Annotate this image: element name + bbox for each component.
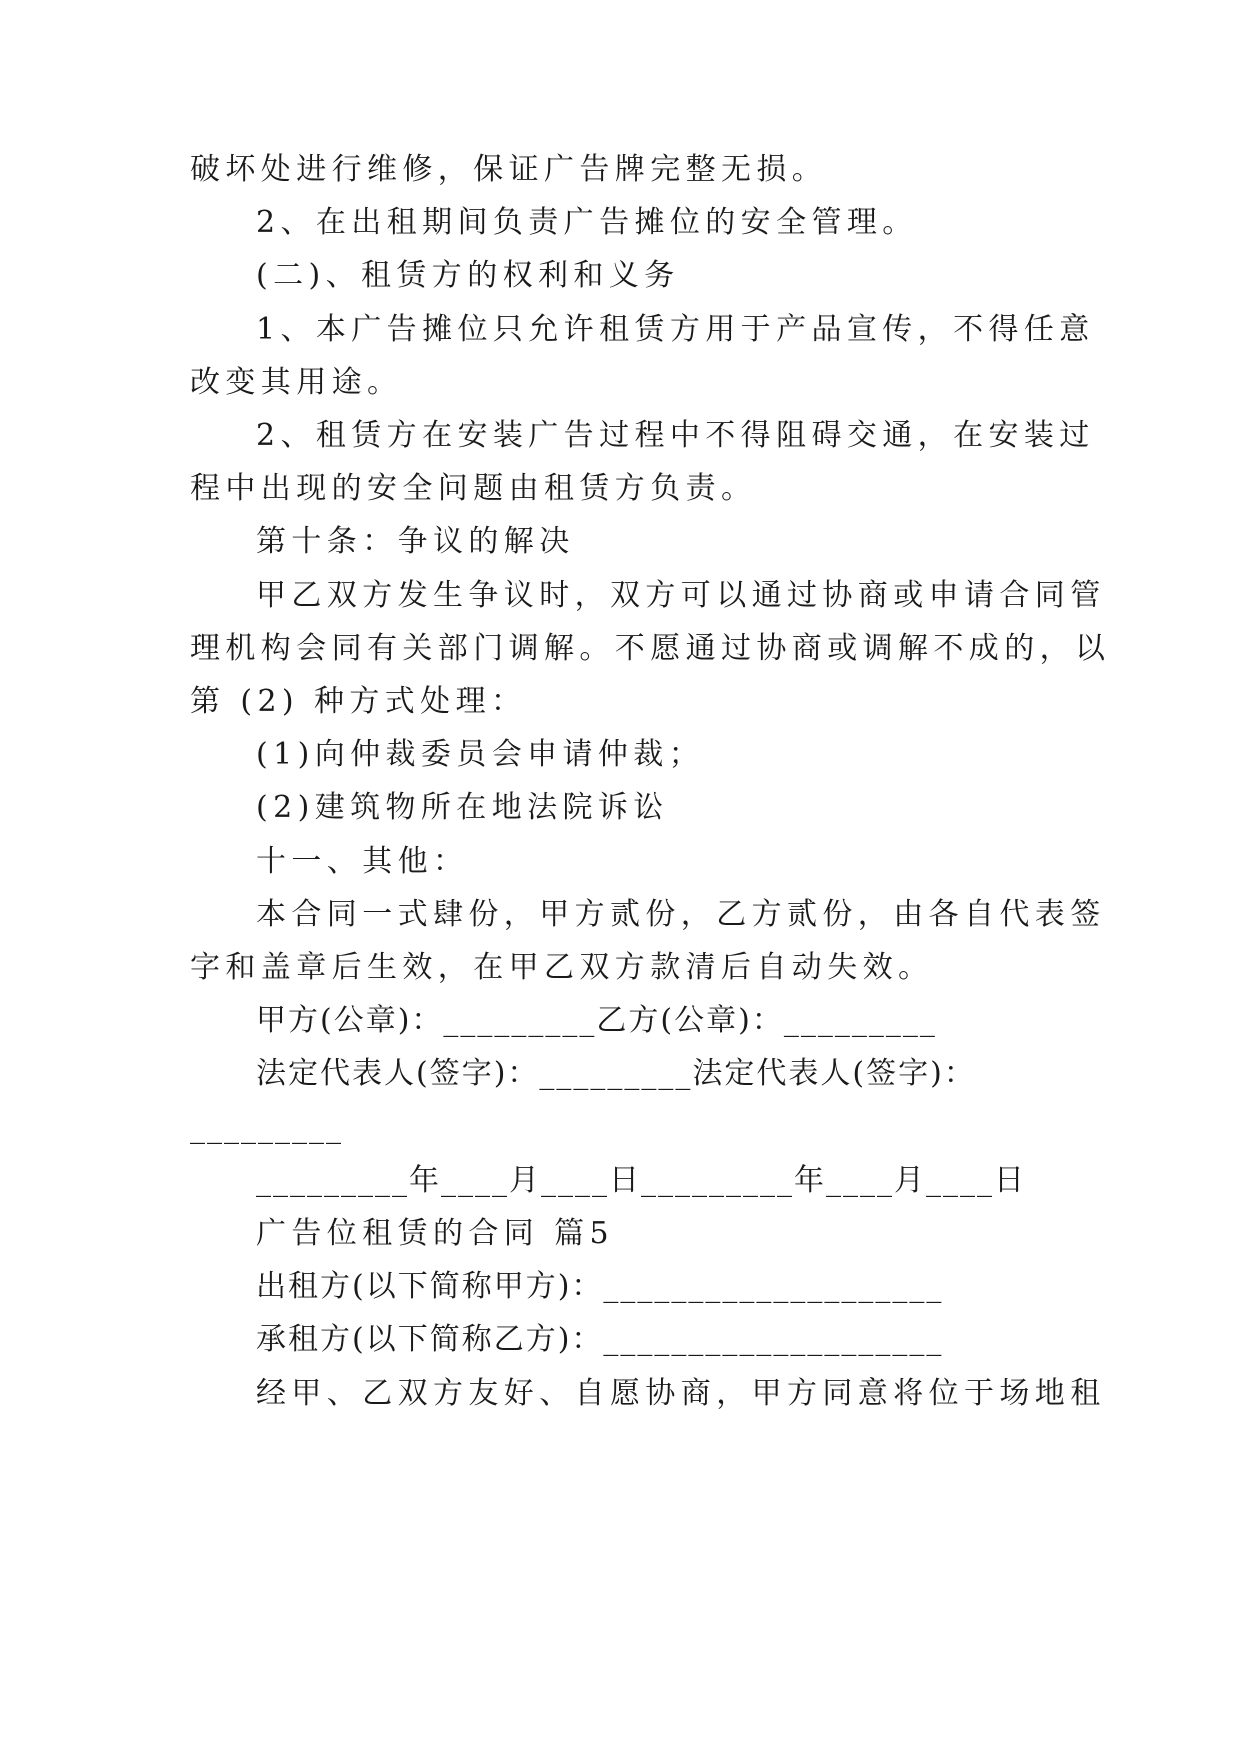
section-heading: 十一、其他： <box>256 844 469 879</box>
paragraph-line: 字和盖章后生效，在甲乙双方款清后自动失效。 <box>190 950 934 985</box>
lessor-field: 出租方(以下简称甲方)：____________________ <box>256 1269 944 1304</box>
paragraph-line: 程中出现的安全问题由租赁方负责。 <box>190 471 757 506</box>
signature-line: 法定代表人(签字)：_________法定代表人(签字)： <box>256 1056 976 1091</box>
paragraph-line: 破坏处进行维修，保证广告牌完整无损。 <box>190 152 828 187</box>
date-line: _________年____月____日_________年____月____日 <box>256 1163 1026 1198</box>
section-title: 广告位租赁的合同 篇5 <box>256 1216 615 1251</box>
section-heading: (二)、租赁方的权利和义务 <box>256 258 680 293</box>
section-heading: 第十条：争议的解决 <box>256 524 575 559</box>
paragraph-line: 2、在出租期间负责广告摊位的安全管理。 <box>256 205 918 240</box>
list-item: (2)建筑物所在地法院诉讼 <box>256 790 669 825</box>
paragraph-line: 2、租赁方在安装广告过程中不得阻碍交通，在安装过 <box>256 418 1095 453</box>
list-item: (1)向仲裁委员会申请仲裁； <box>256 737 705 772</box>
paragraph-line: 本合同一式肆份，甲方贰份，乙方贰份，由各自代表签 <box>256 897 1106 932</box>
lessee-field: 承租方(以下简称乙方)：____________________ <box>256 1322 944 1357</box>
paragraph-line: 改变其用途。 <box>190 365 403 400</box>
paragraph-line: 甲乙双方发生争议时，双方可以通过协商或申请合同管 <box>256 578 1106 613</box>
paragraph-line: 第 (2) 种方式处理： <box>190 684 527 719</box>
paragraph-line: 理机构会同有关部门调解。不愿通过协商或调解不成的，以 <box>190 631 1111 666</box>
paragraph-line: 1、本广告摊位只允许租赁方用于产品宣传，不得任意 <box>256 312 1095 347</box>
signature-blank: _________ <box>190 1110 343 1145</box>
paragraph-line: 经甲、乙双方友好、自愿协商，甲方同意将位于场地租 <box>256 1376 1106 1411</box>
signature-line: 甲方(公章)：_________乙方(公章)：_________ <box>256 1003 937 1038</box>
